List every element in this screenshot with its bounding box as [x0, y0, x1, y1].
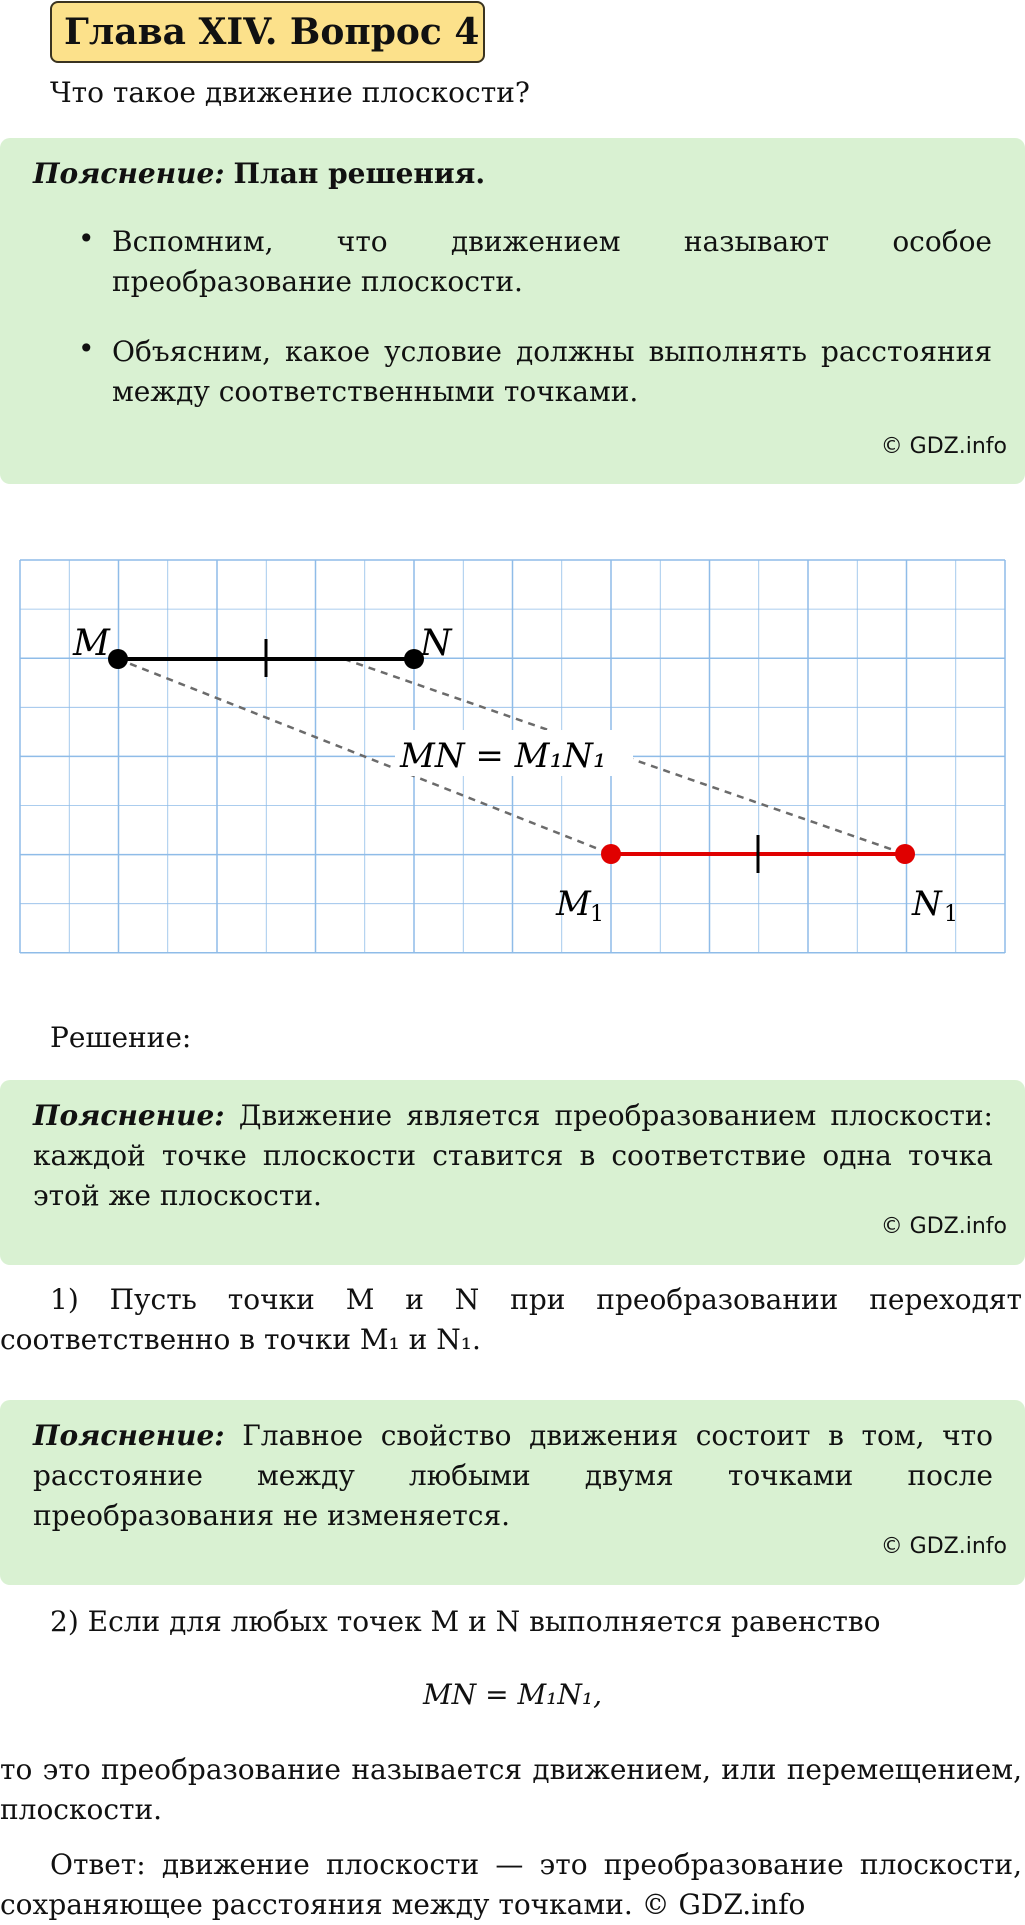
step-2-text: 2) Если для любых точек M и N выполняется равенство: [50, 1605, 881, 1638]
plan-bullet-2: Объясним, какое условие должны выполнять расстояния между соответственными точками.: [112, 335, 992, 408]
plan-title: План решения.: [233, 157, 486, 190]
plan-box: [0, 138, 1025, 484]
bullet-dot-2: •: [78, 332, 95, 365]
bullet-dot-1: •: [78, 222, 95, 255]
solution-label: Решение:: [50, 1021, 192, 1054]
copyright: © GDZ.info: [880, 1214, 1007, 1239]
label-m: M: [73, 623, 110, 664]
label-n: N: [420, 623, 452, 664]
equation: MN = M₁N₁,: [423, 1678, 602, 1711]
note-2-body: Главное свойство движения состоит в том, что расстояние между любыми двумя точками после преобразования не изменяется.: [33, 1419, 993, 1532]
point-m: [108, 649, 128, 669]
point-m1: [601, 844, 621, 864]
note-box-1: [0, 1080, 1025, 1265]
copyright: © GDZ.info: [880, 434, 1007, 459]
label-n1: N: [912, 884, 942, 924]
note-box-2: [0, 1400, 1025, 1585]
figure-equation: MN = M₁N₁: [400, 736, 607, 776]
plan-lead: Пояснение:: [33, 157, 225, 190]
answer-text: Ответ: движение плоскости — это преобразование плоскости, сохраняющее расстояния между точками. © GDZ.info: [0, 1848, 1022, 1921]
note-2-text: [33, 1416, 993, 1536]
question-text: Что такое движение плоскости?: [50, 76, 530, 109]
point-n1: [895, 844, 915, 864]
label-m1-sub: 1: [590, 902, 604, 927]
note-1-body: Движение является преобразованием плоскости: каждой точке плоскости ставится в соответствие одна точка этой же плоскости.: [33, 1099, 993, 1212]
label-n1-sub: 1: [944, 902, 958, 927]
note-1-lead: Пояснение:: [33, 1099, 225, 1132]
plan-bullet-1: Вспомним, что движением называют особое преобразование плоскости.: [112, 225, 992, 298]
note-2-lead: Пояснение:: [33, 1419, 225, 1452]
copyright: © GDZ.info: [880, 1534, 1007, 1559]
plan-heading: [33, 154, 485, 194]
geometry-figure: [0, 555, 1025, 960]
note-1-text: [33, 1096, 993, 1216]
label-m1: M: [556, 884, 591, 924]
step-1-text: 1) Пусть точки M и N при преобразовании переходят соответственно в точки M₁ и N₁.: [0, 1283, 1022, 1356]
conclusion-text: то это преобразование называется движением, или перемещением, плоскости.: [0, 1753, 1022, 1826]
page-title: Глава XIV. Вопрос 4: [50, 1, 485, 63]
